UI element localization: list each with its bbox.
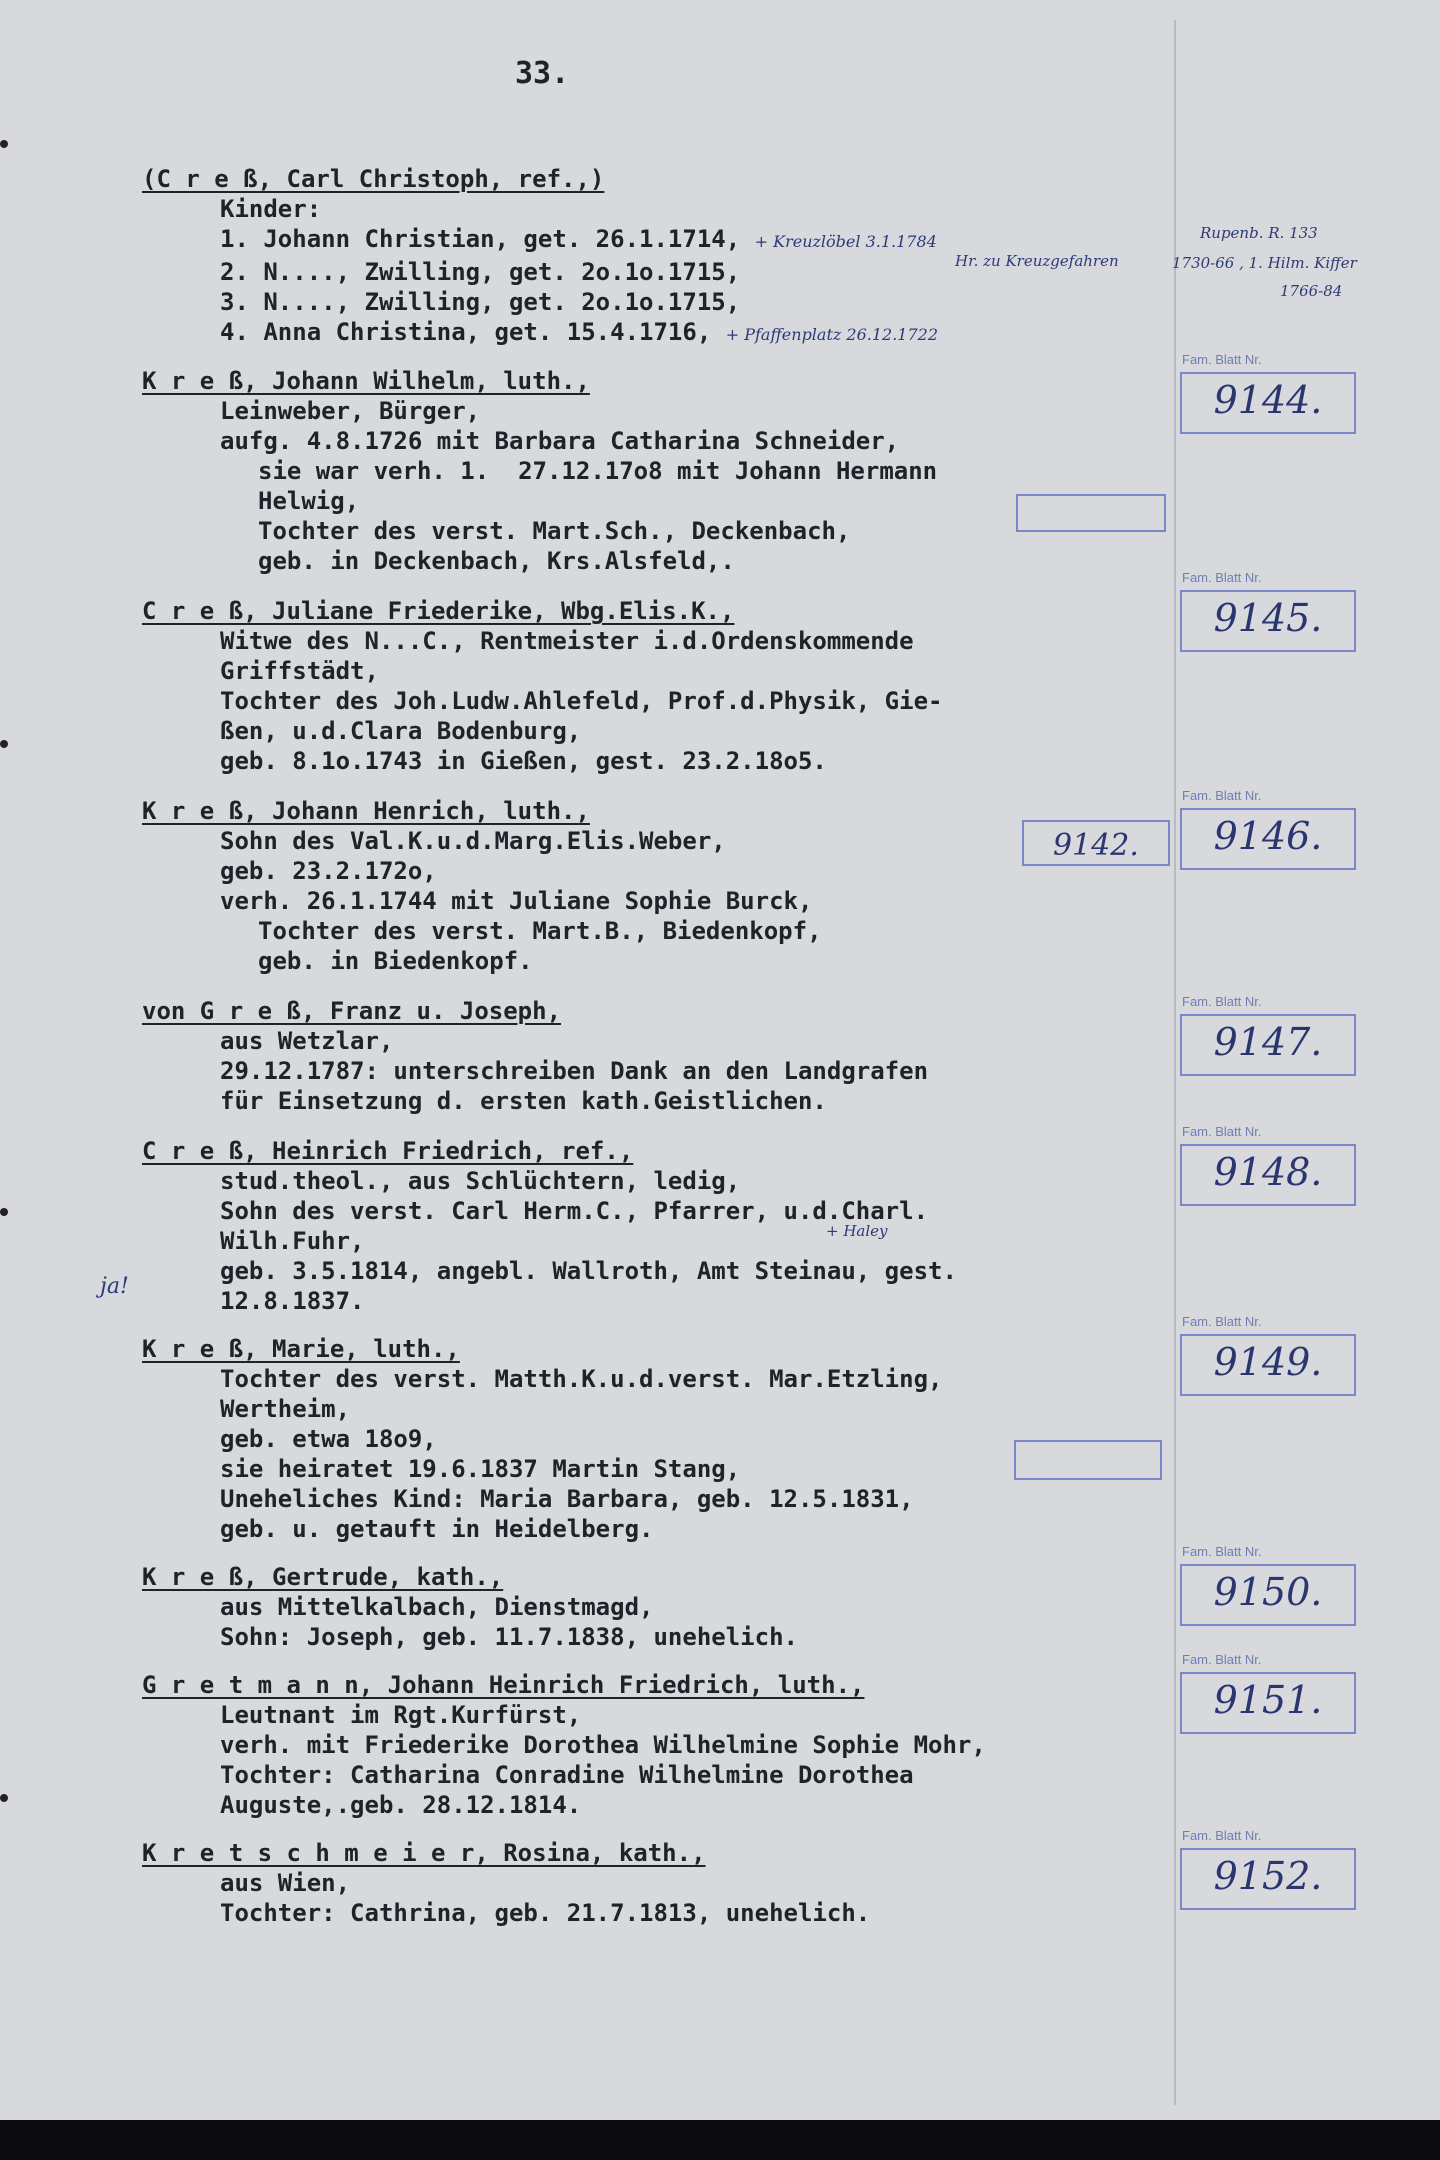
entry-line: Uneheliches Kind: Maria Barbara, geb. 12.5.1831, xyxy=(220,1485,914,1513)
family-sheet-stamp xyxy=(1180,1314,1360,1402)
entry-line: Griffstädt, xyxy=(220,657,379,685)
family-sheet-stamp xyxy=(1180,352,1360,440)
entry-cress-juliane-friederike xyxy=(142,596,1182,776)
entry-line: geb. in Biedenkopf. xyxy=(258,947,533,975)
entry-heading: K r e ß, Johann Wilhelm, luth., xyxy=(142,367,590,395)
entry-line: Witwe des N...C., Rentmeister i.d.Ordenskommende xyxy=(220,627,914,655)
family-sheet-stamp xyxy=(1180,1828,1360,1916)
entry-line: sie war verh. 1. 27.12.17o8 mit Johann Hermann xyxy=(258,457,938,485)
stamp-box xyxy=(1180,808,1356,870)
entry-heading: von G r e ß, Franz u. Joseph, xyxy=(142,997,562,1025)
entry-line: Sohn des verst. Carl Herm.C., Pfarrer, u.d.Charl. xyxy=(220,1197,929,1225)
stamp-label: Fam. Blatt Nr. xyxy=(1182,994,1262,1009)
entry-line: ßen, u.d.Clara Bodenburg, xyxy=(220,717,582,745)
stamp-number: 9151. xyxy=(1213,1678,1323,1722)
entry-cress-heinrich-friedrich xyxy=(142,1136,1182,1316)
entry-line: Auguste,.geb. 28.12.1814. xyxy=(220,1791,582,1819)
handwritten-note: ja! xyxy=(100,1274,129,1299)
stamp-label: Fam. Blatt Nr. xyxy=(1182,1652,1262,1667)
entry-kress-johann-wilhelm xyxy=(142,366,1182,576)
stamp-label: Fam. Blatt Nr. xyxy=(1182,1124,1262,1139)
entry-heading: (C r e ß, Carl Christoph, ref.,) xyxy=(142,165,605,193)
stamp-number: 9148. xyxy=(1213,1150,1323,1194)
family-sheet-stamp xyxy=(1180,1124,1360,1212)
entry-line: aus Mittelkalbach, Dienstmagd, xyxy=(220,1593,654,1621)
family-sheet-stamp xyxy=(1180,788,1360,876)
stamp-box xyxy=(1180,1848,1356,1910)
handwritten-note: Hr. zu Kreuzgefahren xyxy=(955,252,1119,270)
entry-line: 3. N...., Zwilling, get. 2o.1o.1715, xyxy=(220,288,741,316)
stamp-number: 9145. xyxy=(1213,596,1323,640)
entry-line: Sohn: Joseph, geb. 11.7.1838, unehelich. xyxy=(220,1623,798,1651)
entry-line: geb. etwa 18o9, xyxy=(220,1425,437,1453)
entry-line: 2. N...., Zwilling, get. 2o.1o.1715, xyxy=(220,258,741,286)
handwritten-note: + Pfaffenplatz 26.12.1722 xyxy=(725,325,939,344)
stamp-number: 9150. xyxy=(1213,1570,1323,1614)
entry-line: geb. u. getauft in Heidelberg. xyxy=(220,1515,654,1543)
entry-line: aufg. 4.8.1726 mit Barbara Catharina Schneider, xyxy=(220,427,900,455)
entry-heading: K r e t s c h m e i e r, Rosina, kath., xyxy=(142,1839,706,1867)
entry-line: Leinweber, Bürger, xyxy=(220,397,481,425)
entry-line: Wilh.Fuhr, xyxy=(220,1227,365,1255)
entry-line: stud.theol., aus Schlüchtern, ledig, xyxy=(220,1167,741,1195)
stamp-box xyxy=(1180,1564,1356,1626)
entry-line: geb. 8.1o.1743 in Gießen, gest. 23.2.18o5. xyxy=(220,747,827,775)
stamp-number: 9144. xyxy=(1213,378,1323,422)
cross-reference-box xyxy=(1022,820,1170,866)
stamp-box xyxy=(1180,1014,1356,1076)
entry-line: Wertheim, xyxy=(220,1395,351,1423)
entry-line: verh. mit Friederike Dorothea Wilhelmine Sophie Mohr, xyxy=(220,1731,986,1759)
entry-line: Tochter des verst. Mart.B., Biedenkopf, xyxy=(258,917,822,945)
handwritten-note: + Kreuzlöbel 3.1.1784 xyxy=(754,232,937,251)
handwritten-note: + Haley xyxy=(826,1222,888,1240)
entry-heading: K r e ß, Marie, luth., xyxy=(142,1335,460,1363)
stamp-number: 9147. xyxy=(1213,1020,1323,1064)
entry-line: verh. 26.1.1744 mit Juliane Sophie Burck, xyxy=(220,887,813,915)
entry-heading: C r e ß, Heinrich Friedrich, ref., xyxy=(142,1137,634,1165)
entry-line: sie heiratet 19.6.1837 Martin Stang, xyxy=(220,1455,741,1483)
stamp-label: Fam. Blatt Nr. xyxy=(1182,1828,1262,1843)
entry-line: 29.12.1787: unterschreiben Dank an den Landgrafen xyxy=(220,1057,929,1085)
family-sheet-stamp xyxy=(1180,1652,1360,1740)
stamp-label: Fam. Blatt Nr. xyxy=(1182,352,1262,367)
entry-line: Tochter des Joh.Ludw.Ahlefeld, Prof.d.Physik, Gie- xyxy=(220,687,943,715)
binder-hole xyxy=(0,1794,8,1802)
handwritten-note: 1730-66 , 1. Hilm. Kiffer xyxy=(1172,254,1357,272)
entry-kress-gertrude xyxy=(142,1562,1182,1652)
entry-kress-marie xyxy=(142,1334,1182,1544)
entry-line: Tochter: Cathrina, geb. 21.7.1813, unehelich. xyxy=(220,1899,871,1927)
entry-line: für Einsetzung d. ersten kath.Geistlichen. xyxy=(220,1087,827,1115)
entry-heading: K r e ß, Gertrude, kath., xyxy=(142,1563,504,1591)
entry-line: 12.8.1837. xyxy=(220,1287,365,1315)
entry-line: Kinder: xyxy=(220,195,322,223)
stamp-number: 9152. xyxy=(1213,1854,1323,1898)
entry-line: Sohn des Val.K.u.d.Marg.Elis.Weber, xyxy=(220,827,726,855)
entry-line: Leutnant im Rgt.Kurfürst, xyxy=(220,1701,582,1729)
stamp-box xyxy=(1180,1334,1356,1396)
family-sheet-stamp xyxy=(1180,570,1360,658)
binder-hole xyxy=(0,140,8,148)
stamp-label: Fam. Blatt Nr. xyxy=(1182,570,1262,585)
stamp-box xyxy=(1180,1672,1356,1734)
entry-line: geb. 3.5.1814, angebl. Wallroth, Amt Steinau, gest. xyxy=(220,1257,957,1285)
entry-line: geb. 23.2.172o, xyxy=(220,857,437,885)
stamp-label: Fam. Blatt Nr. xyxy=(1182,1544,1262,1559)
stamp-label: Fam. Blatt Nr. xyxy=(1182,788,1262,803)
page-number: 33. xyxy=(515,56,570,91)
entry-line: Tochter des verst. Mart.Sch., Deckenbach, xyxy=(258,517,851,545)
entry-heading: K r e ß, Johann Henrich, luth., xyxy=(142,797,590,825)
entry-line: geb. in Deckenbach, Krs.Alsfeld,. xyxy=(258,547,735,575)
stamp-box xyxy=(1180,1144,1356,1206)
entry-line: aus Wetzlar, xyxy=(220,1027,394,1055)
entry-line: 4. Anna Christina, get. 15.4.1716, + Pfaffenplatz 26.12.1722 xyxy=(220,318,939,346)
family-sheet-stamp xyxy=(1180,1544,1360,1632)
binder-hole xyxy=(0,1208,8,1216)
entry-line: Tochter des verst. Matth.K.u.d.verst. Mar.Etzling, xyxy=(220,1365,943,1393)
entry-line: Helwig, xyxy=(258,487,360,515)
handwritten-note: Rupenb. R. 133 xyxy=(1200,224,1318,242)
entry-heading: G r e t m a n n, Johann Heinrich Friedrich, luth., xyxy=(142,1671,865,1699)
entry-kretschmeier xyxy=(142,1838,1182,1928)
entry-von-gress xyxy=(142,996,1182,1116)
entry-line: Tochter: Catharina Conradine Wilhelmine Dorothea xyxy=(220,1761,914,1789)
stamp-label: Fam. Blatt Nr. xyxy=(1182,1314,1262,1329)
cross-reference-number: 9142. xyxy=(1053,828,1139,863)
stamp-box xyxy=(1180,590,1356,652)
binder-hole xyxy=(0,740,8,748)
handwritten-note: 1766-84 xyxy=(1280,282,1343,300)
entry-heading: C r e ß, Juliane Friederike, Wbg.Elis.K., xyxy=(142,597,735,625)
entry-gretmann xyxy=(142,1670,1182,1820)
entry-line: 1. Johann Christian, get. 26.1.1714, + Kreuzlöbel 3.1.1784 xyxy=(220,225,937,253)
entry-line: aus Wien, xyxy=(220,1869,351,1897)
stamp-box xyxy=(1180,372,1356,434)
empty-reference-box xyxy=(1014,1440,1162,1480)
family-sheet-stamp xyxy=(1180,994,1360,1082)
stamp-number: 9149. xyxy=(1213,1340,1323,1384)
empty-reference-box xyxy=(1016,494,1166,532)
stamp-number: 9146. xyxy=(1213,814,1323,858)
